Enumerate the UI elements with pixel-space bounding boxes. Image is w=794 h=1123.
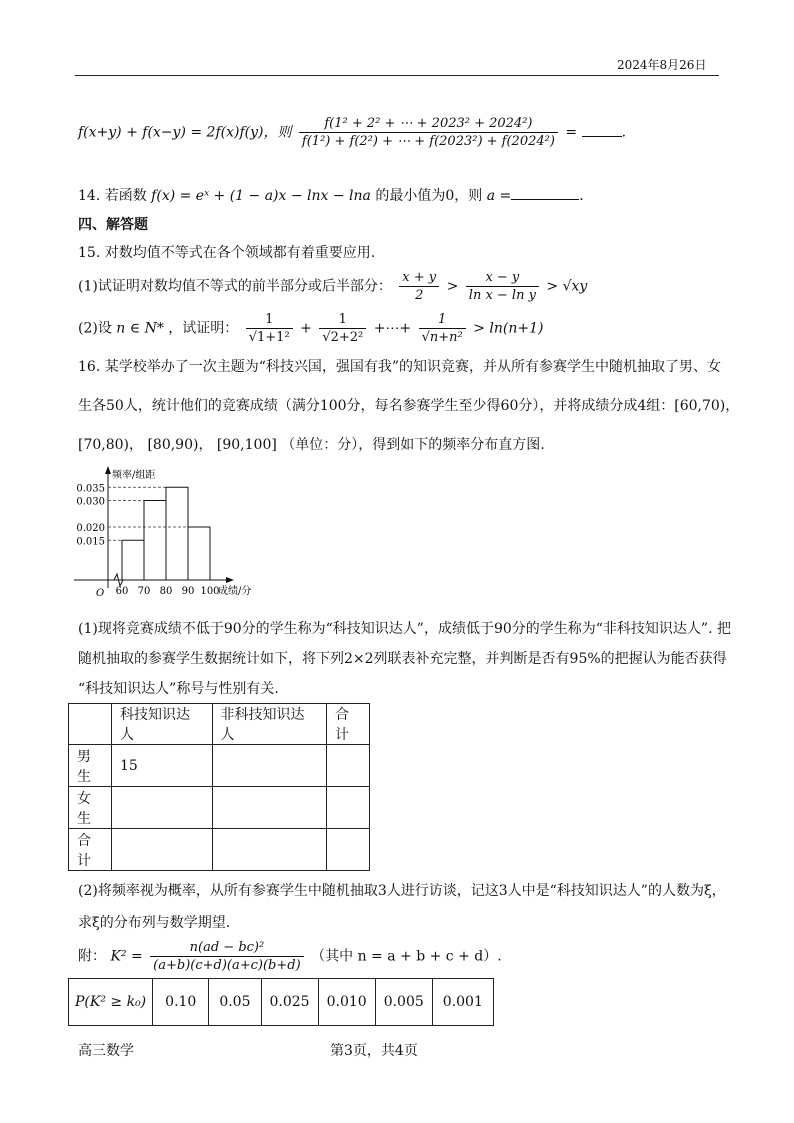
y-axis-arrow xyxy=(105,466,111,474)
q15-part2-cond: n ∈ N* xyxy=(116,320,164,337)
q16-line2: 生各50人，统计他们的竞赛成绩（满分100分，每名参赛学生至少得60分），并将成绩分成4组：[60,70)， xyxy=(78,398,740,414)
table-header-cell: 科技知识达人 xyxy=(112,704,213,745)
k2-numerator: n(ad − bc)² xyxy=(150,940,304,957)
table-cell[interactable] xyxy=(112,829,213,871)
table-cell[interactable] xyxy=(212,829,326,871)
q15-rhs: > ln(n+1) xyxy=(473,320,544,337)
q14-answer-blank[interactable] xyxy=(511,199,579,200)
y-tick-label: 0.020 xyxy=(76,523,105,534)
q14-number: 14. xyxy=(78,188,101,204)
table-cell: 合计 xyxy=(69,829,112,871)
table-cell: 0.010 xyxy=(318,979,375,1026)
q13-answer-blank[interactable] xyxy=(582,136,622,137)
bar-60-70 xyxy=(122,540,144,580)
q15-term1-den: √1+1² xyxy=(248,330,290,345)
table-header-row xyxy=(69,704,370,745)
x-tick-label: 70 xyxy=(137,586,151,597)
table-cell[interactable] xyxy=(212,745,326,787)
k2-denominator: (a+b)(c+d)(a+c)(b+d) xyxy=(153,958,301,973)
table-header-cell: P(K² ≥ k₀) xyxy=(69,979,153,1026)
table-cell: 0.001 xyxy=(432,979,493,1026)
q15-term2-den: √2+2² xyxy=(322,330,364,345)
table-row xyxy=(69,745,370,787)
q15-part2 xyxy=(78,312,543,345)
y-tick-label: 0.030 xyxy=(76,496,105,508)
table-row xyxy=(69,787,370,829)
table-header-cell: 合计 xyxy=(327,704,370,745)
q15-gt-2: > xyxy=(546,278,559,295)
k2-lhs: K² = xyxy=(110,948,143,965)
y-axis-label: 频率/组距 xyxy=(112,470,156,481)
q16-part1-line3: “科技知识达人”称号与性别有关. xyxy=(78,681,279,697)
bar-80-90 xyxy=(166,487,188,580)
q16-part2-line1: (2)将频率视为概率，从所有参赛学生中随机抽取3人进行访谈，记这3人中是“科技知识达人”的人数为ξ， xyxy=(78,883,726,899)
x-tick-label: 90 xyxy=(181,586,195,597)
q15-term2 xyxy=(319,312,366,345)
q16-line3: [70,80)， [80,90)， [90,100] （单位：分），得到如下的频率分布直方图. xyxy=(78,437,545,453)
frequency-histogram xyxy=(68,462,288,602)
q14-end: . xyxy=(579,188,584,204)
table-cell: 15 xyxy=(112,745,213,787)
x-axis-label: 成绩/分 xyxy=(218,586,252,597)
q15-term3 xyxy=(419,312,466,345)
q15-frac-mean xyxy=(399,270,439,303)
section-title: 四、解答题 xyxy=(78,217,148,233)
q15-term2-num: 1 xyxy=(319,312,366,329)
q15-intro: 对数均值不等式在各个领域都有着重要应用. xyxy=(104,245,376,261)
footer-page: 第3页，共4页 xyxy=(330,1043,418,1059)
q13-equals: = xyxy=(565,124,582,141)
q13-end: . xyxy=(621,124,627,141)
x-tick-label: 100 xyxy=(200,586,220,597)
table-cell: 0.005 xyxy=(375,979,432,1026)
q15-part2-text2: ，试证明： xyxy=(168,320,239,337)
x-axis-arrow xyxy=(226,577,234,583)
table-cell[interactable] xyxy=(112,787,213,829)
appendix-formula xyxy=(78,940,502,973)
table-cell: 0.05 xyxy=(209,979,261,1026)
q15-term1 xyxy=(246,312,293,345)
q13-denominator: f(1²) + f(2²) + ⋯ + f(2023²) + f(2024²) xyxy=(301,134,555,149)
table-cell: 0.10 xyxy=(153,979,209,1026)
k2-note: （其中 n = a + b + c + d）. xyxy=(311,948,502,965)
k2-fraction xyxy=(150,940,304,973)
y-tick-label: 0.015 xyxy=(76,536,105,548)
y-tick-label: 0.035 xyxy=(76,483,105,495)
q14-line xyxy=(78,185,584,205)
table-cell: 0.025 xyxy=(261,979,318,1026)
appendix-label: 附： xyxy=(78,948,106,965)
q14-function: f(x) = eˣ + (1 − a)x − lnx − lna xyxy=(151,188,371,204)
q15-frac-log-den: ln x − ln y xyxy=(468,288,536,303)
q16-part1-line1: (1)现将竞赛成绩不低于90分的学生称为“科技知识达人”，成绩低于90分的学生称为“非科技知识达人”. 把 xyxy=(78,621,731,637)
q15-frac-mean-den: 2 xyxy=(415,288,424,303)
q14-var: a = xyxy=(486,188,512,204)
contingency-table xyxy=(68,703,370,871)
q14-text-before: 若函数 xyxy=(104,188,147,204)
q15-part1 xyxy=(78,270,587,303)
table-cell: 男生 xyxy=(69,745,112,787)
q13-line xyxy=(78,116,626,149)
table-header-cell: 非科技知识达人 xyxy=(212,704,326,745)
table-row xyxy=(69,979,494,1026)
q16-line1: 16. 某学校举办了一次主题为“科技兴国，强国有我”的知识竞赛，并从所有参赛学生中随机抽取了男、女 xyxy=(78,359,722,375)
bar-90-100 xyxy=(188,527,210,580)
q15-frac-mean-num: x + y xyxy=(399,270,439,287)
x-tick-label: 80 xyxy=(159,586,173,597)
table-cell: 女生 xyxy=(69,787,112,829)
table-header-cell xyxy=(69,704,112,745)
q15-frac-log xyxy=(466,270,539,303)
q14-text-after: 的最小值为0，则 xyxy=(375,188,483,204)
q15-plus: + xyxy=(300,320,312,337)
table-cell[interactable] xyxy=(212,787,326,829)
header-rule xyxy=(75,75,719,76)
q15-part1-text: (1)试证明对数均值不等式的前半部分或后半部分： xyxy=(78,278,392,295)
bar-70-80 xyxy=(144,501,166,581)
x-tick-label: 60 xyxy=(115,586,129,597)
q13-equation: f(x+y) + f(x−y) = 2f(x)f(y)，则 xyxy=(78,124,292,141)
q16-part2-line2: 求ξ的分布列与数学期望. xyxy=(78,915,231,931)
q15-term1-num: 1 xyxy=(246,312,293,329)
q15-frac-log-num: x − y xyxy=(466,270,539,287)
q15-sqrt: √xy xyxy=(562,278,588,295)
q15-part2-text: (2)设 xyxy=(78,320,112,337)
table-cell[interactable] xyxy=(327,829,370,871)
header-date: 2024年8月26日 xyxy=(617,58,707,72)
k-critical-table xyxy=(68,978,494,1026)
q16-part1-line2: 随机抽取的参赛学生数据统计如下，将下列2×2列联表补充完整，并判断是否有95%的把握认为能否获得 xyxy=(78,651,727,667)
q15-term3-den: √n+n² xyxy=(421,330,463,345)
q13-numerator: f(1² + 2² + ⋯ + 2023² + 2024²) xyxy=(299,116,558,133)
table-row xyxy=(69,829,370,871)
q13-fraction xyxy=(299,116,558,149)
q15-gt-1: > xyxy=(446,278,459,295)
q15-intro-line xyxy=(78,242,375,262)
q15-number: 15. xyxy=(78,245,101,261)
footer-subject: 高三数学 xyxy=(78,1043,134,1059)
q15-term3-num: 1 xyxy=(419,312,466,329)
table-cell[interactable] xyxy=(327,787,370,829)
q15-dots: +⋯+ xyxy=(373,320,412,337)
table-cell[interactable] xyxy=(327,745,370,787)
origin-label: O xyxy=(96,588,105,599)
